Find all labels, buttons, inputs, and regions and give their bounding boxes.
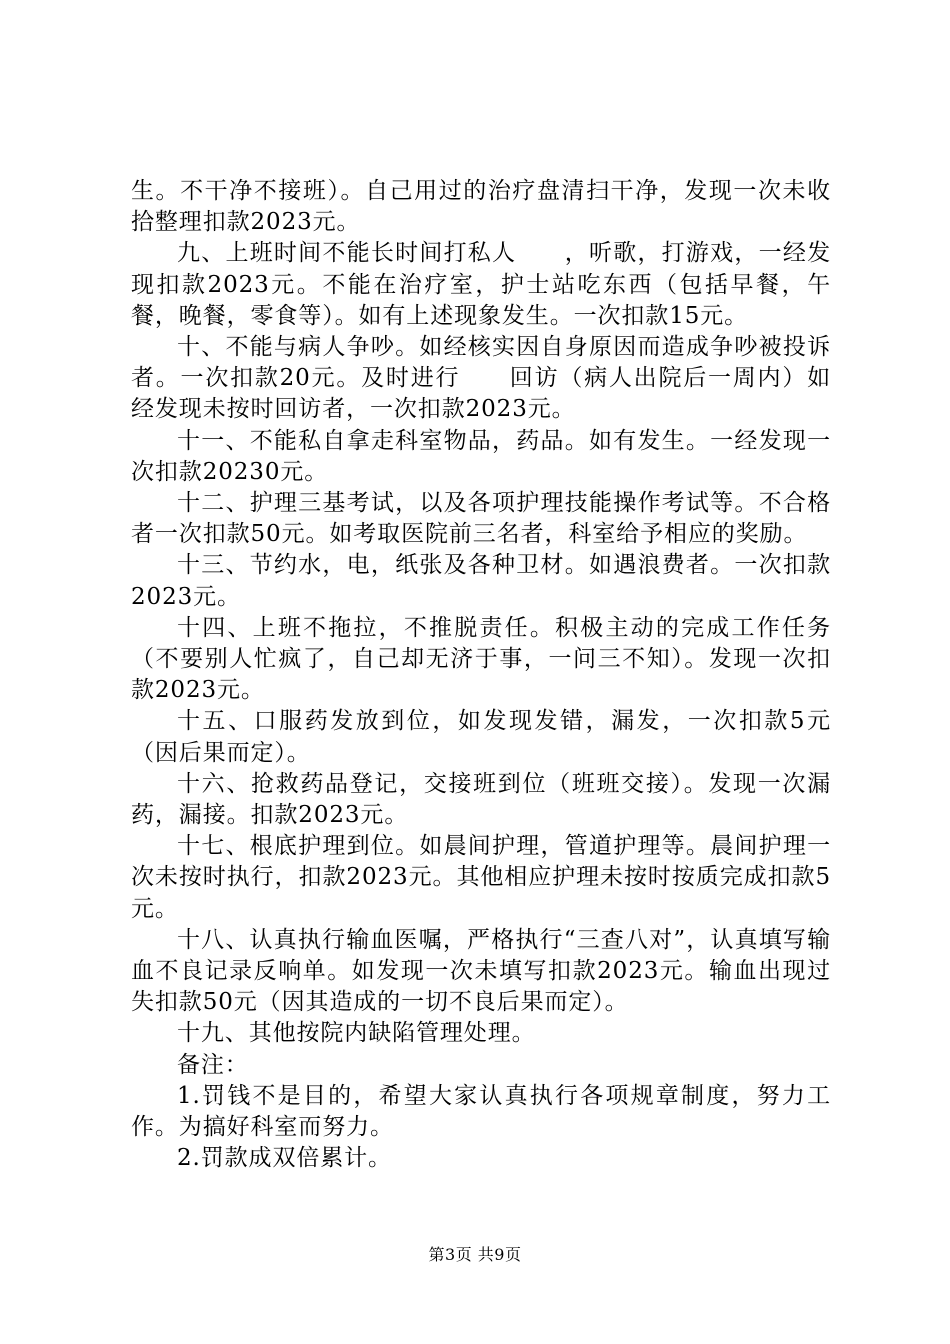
paragraph-rule-14: 十四、上班不拖拉，不推脱责任。积极主动的完成工作任务（不要别人忙疯了，自己却无济于事，一问三不知）。发现一次扣款2023元。	[131, 614, 831, 704]
paragraph-rule-16: 十六、抢救药品登记，交接班到位（班班交接）。发现一次漏药，漏接。扣款2023元。	[131, 770, 831, 829]
paragraph-note-heading: 备注：	[177, 1051, 249, 1078]
paragraph-rule-9: 九、上班时间不能长时间打私人 ，听歌，打游戏，一经发现扣款2023元。不能在治疗室，护士站吃东西（包括早餐，午餐，晚餐，零食等）。如有上述现象发生。一次扣款15元。	[131, 240, 831, 329]
paragraph-rule-15: 十五、口服药发放到位，如发现发错，漏发，一次扣款5元（因后果而定）。	[131, 708, 831, 766]
paragraph-rule-17: 十七、根底护理到位。如晨间护理，管道护理等。晨间护理一次未按时执行，扣款2023元。其他相应护理未按时按质完成扣款5元。	[131, 833, 831, 922]
paragraph-rule-12: 十二、护理三基考试，以及各项护理技能操作考试等。不合格者一次扣款50元。如考取医院前三名者，科室给予相应的奖励。	[131, 490, 831, 548]
document-body	[131, 176, 831, 1175]
page-footer-number: 第3页 共9页	[428, 1245, 522, 1264]
paragraph-rule-10: 十、不能与病人争吵。如经核实因自身原因而造成争吵被投诉者。一次扣款20元。及时进行 回访（病人出院后一周内）如经发现未按时回访者，一次扣款2023元。	[131, 334, 831, 423]
paragraph-note-2: 2.罚款成双倍累计。	[177, 1145, 392, 1172]
paragraph-continuation: 生。不干净不接班）。自己用过的治疗盘清扫干净，发现一次未收拾整理扣款2023元。	[131, 178, 831, 236]
paragraph-note-1: 1.罚钱不是目的，希望大家认真执行各项规章制度，努力工作。为搞好科室而努力。	[131, 1082, 831, 1141]
paragraph-rule-13: 十三、节约水，电，纸张及各种卫材。如遇浪费者。一次扣款2023元。	[131, 552, 831, 610]
paragraph-rule-11: 十一、不能私自拿走科室物品，药品。如有发生。一经发现一次扣款20230元。	[131, 427, 831, 485]
paragraph-rule-18: 十八、认真执行输血医嘱，严格执行“三查八对”，认真填写输血不良记录反响单。如发现一次未填写扣款2023元。输血出现过失扣款50元（因其造成的一切不良后果而定）。	[131, 926, 831, 1016]
paragraph-rule-19: 十九、其他按院内缺陷管理处理。	[177, 1020, 536, 1047]
